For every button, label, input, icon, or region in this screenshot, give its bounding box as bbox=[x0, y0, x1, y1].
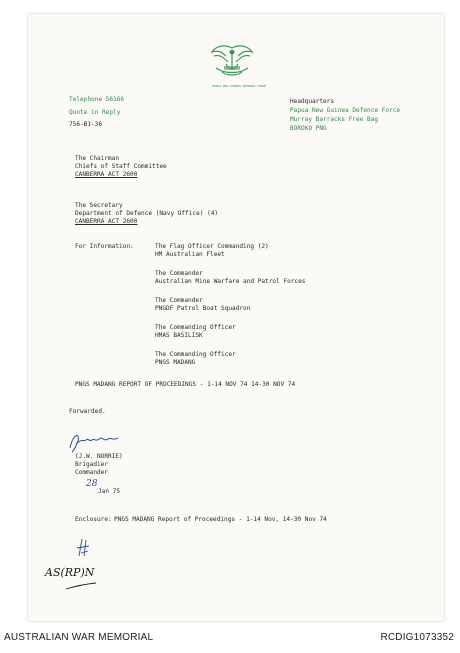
info-item-3-line-1: The Commander bbox=[155, 297, 203, 304]
enclosure-text: PNGS MADANG Report of Proceedings - 1-14 Nov, 14-30 Nov 74 bbox=[114, 516, 327, 523]
address-line-3: Murray Barracks Free Bag bbox=[290, 116, 379, 123]
telephone: Telephone 56166 bbox=[69, 96, 125, 103]
addressee2-line-1: The Secretary bbox=[75, 202, 123, 209]
signatory-name: (J.W. NORRIE) bbox=[75, 453, 123, 460]
handwritten-day: 28 bbox=[86, 479, 98, 489]
signatory-title: Commander bbox=[75, 469, 109, 476]
info-item-4-line-2: HMAS BASILISK bbox=[155, 332, 203, 339]
info-item-5-line-1: The Commanding Officer bbox=[155, 351, 236, 358]
address-line-1: Headquarters bbox=[290, 98, 335, 105]
addressee2-line-2: Department of Defence (Navy Office) (4) bbox=[75, 210, 219, 217]
initials-mark-icon bbox=[74, 536, 94, 558]
signatory-rank: Brigadier bbox=[75, 461, 109, 468]
signature-icon bbox=[66, 430, 126, 454]
info-item-2-line-1: The Commander bbox=[155, 270, 203, 277]
footer-record-id: RCDIG1073352 bbox=[380, 632, 454, 643]
body-text: Forwarded. bbox=[69, 408, 106, 415]
info-item-4-line-1: The Commanding Officer bbox=[155, 324, 236, 331]
crest-motto: PAPUA NEW GUINEA DEFENCE FORCE bbox=[212, 84, 267, 88]
addressee1-line-2: Chiefs of Staff Committee bbox=[75, 163, 167, 170]
handwritten-note: AS(RP)N bbox=[45, 566, 95, 579]
signature-date: Jan 75 bbox=[98, 488, 121, 495]
enclosure-label: Enclosure: bbox=[75, 516, 112, 523]
note-underline-icon bbox=[64, 580, 100, 592]
defence-force-crest-icon bbox=[206, 42, 258, 82]
subject-line: PNGS MADANG REPORT OF PROCEEDINGS - 1-14 NOV 74 14-30 NOV 74 bbox=[75, 381, 296, 388]
info-item-1-line-2: HM Australian Fleet bbox=[155, 251, 225, 258]
address-line-2: Papua New Guinea Defence Force bbox=[290, 107, 401, 114]
info-item-1-line-1: The Flag Officer Commanding (2) bbox=[155, 243, 269, 250]
addressee2-line-3: CANBERRA ACT 2600 bbox=[75, 218, 138, 225]
footer-institution: AUSTRALIAN WAR MEMORIAL bbox=[4, 632, 154, 643]
quote-in-reply: Quote in Reply bbox=[69, 109, 121, 116]
address-line-4: BOROKO PNG bbox=[290, 125, 327, 132]
addressee1-line-1: The Chairman bbox=[75, 155, 120, 162]
info-item-5-line-2: PNGS MADANG bbox=[155, 359, 196, 366]
info-item-2-line-2: Australian Mine Warfare and Patrol Forces bbox=[155, 278, 306, 285]
archive-footer bbox=[0, 621, 460, 653]
info-item-3-line-2: PNGDF Patrol Boat Squadron bbox=[155, 305, 251, 312]
reference-number: 756-B1-36 bbox=[69, 121, 103, 128]
document-page bbox=[28, 14, 444, 621]
addressee1-line-3: CANBERRA ACT 2600 bbox=[75, 171, 138, 178]
for-information-label: For Information: bbox=[75, 243, 134, 250]
